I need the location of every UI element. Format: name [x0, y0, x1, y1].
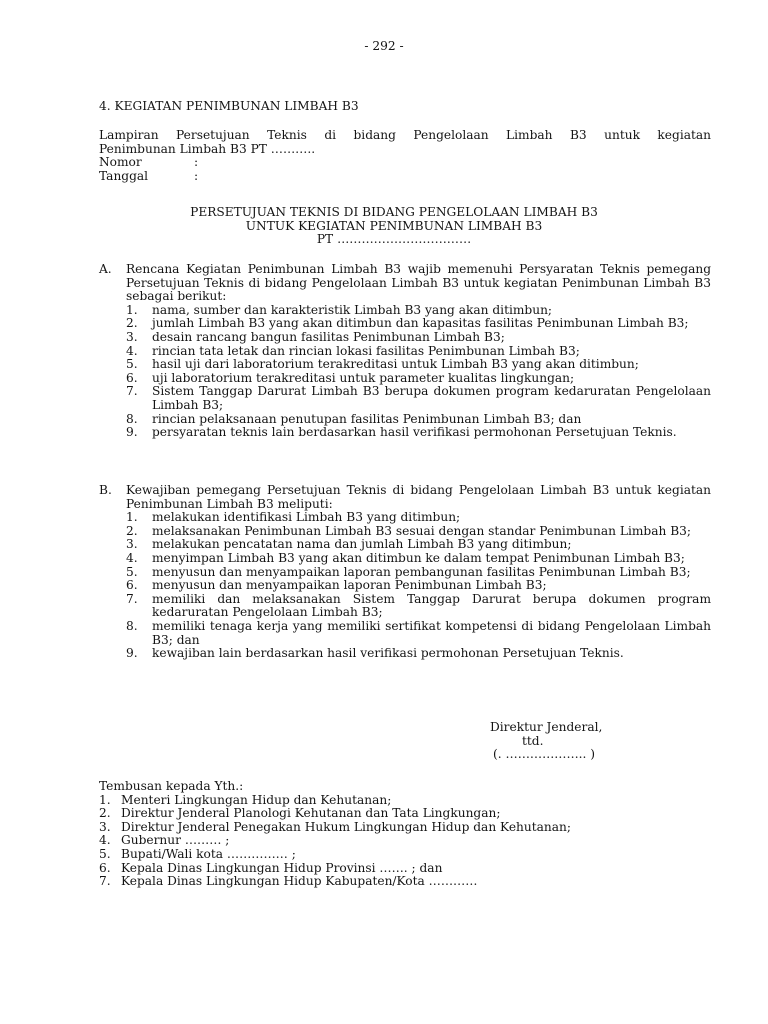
list-item-number: 7. [126, 384, 138, 399]
section-a-letter: A. [99, 262, 112, 276]
list-item-number: 3. [99, 819, 111, 834]
nomor-row [99, 156, 711, 170]
list-item-text: Gubernur ……… ; [121, 833, 230, 848]
section-b-text: Kewajiban pemegang Persetujuan Teknis di bidang Pengelolaan Limbah B3 untuk kegiatan Penimbunan Limbah B3 meliputi: [126, 483, 711, 511]
signature-block [490, 721, 620, 762]
list-item-text: nama, sumber dan karakteristik Limbah B3 yang akan ditimbun; [152, 302, 553, 317]
list-item-text: memiliki tenaga kerja yang memiliki sertifikat kompetensi di bidang Pengelolaan Limbah B3; dan [152, 618, 711, 647]
list-item-number: 1. [126, 510, 138, 525]
list-item-text: kewajiban lain berdasarkan hasil verifikasi permohonan Persetujuan Teknis. [152, 646, 624, 661]
list-item-number: 6. [126, 370, 138, 385]
intro-line-1: Lampiran Persetujuan Teknis di bidang Pengelolaan Limbah B3 untuk kegiatan [99, 128, 711, 142]
list-item-text: persyaratan teknis lain berdasarkan hasil verifikasi permohonan Persetujuan Teknis. [152, 425, 677, 440]
intro-line-2: Penimbunan Limbah B3 PT ……….. [99, 141, 316, 156]
list-item [126, 579, 711, 593]
list-item-number: 7. [99, 874, 111, 889]
list-item [126, 426, 711, 440]
list-item [126, 358, 711, 372]
tanggal-label: Tanggal [99, 168, 149, 183]
list-item-number: 9. [126, 425, 138, 440]
list-item-text: melakukan pencatatan nama dan jumlah Limbah B3 yang ditimbun; [152, 537, 572, 552]
list-item [99, 848, 711, 862]
list-item [126, 372, 711, 386]
list-item [126, 552, 711, 566]
intro-block [99, 129, 711, 183]
tembusan-list [99, 794, 711, 889]
list-item-number: 4. [126, 343, 138, 358]
list-item-number: 8. [126, 618, 138, 633]
title-line-2: UNTUK KEGIATAN PENIMBUNAN LIMBAH B3 [245, 218, 543, 233]
tembusan-block [99, 780, 711, 889]
list-item-text: memiliki dan melaksanakan Sistem Tanggap Darurat berupa dokumen program kedaruratan Pengelolaan Limbah B3; [152, 591, 711, 620]
list-item [126, 538, 711, 552]
section-a [99, 263, 711, 440]
list-item [126, 511, 711, 525]
list-item [126, 345, 711, 359]
section-a-intro [99, 263, 711, 304]
tanggal-row [99, 170, 711, 184]
list-item-text: jumlah Limbah B3 yang akan ditimbun dan kapasitas fasilitas Penimbunan Limbah B3; [152, 316, 689, 331]
list-item-text: rincian tata letak dan rincian lokasi fasilitas Penimbunan Limbah B3; [152, 343, 580, 358]
list-item-number: 5. [99, 846, 111, 861]
list-item-number: 8. [126, 411, 138, 426]
list-item-text: rincian pelaksanaan penutupan fasilitas Penimbunan Limbah B3; dan [152, 411, 582, 426]
nomor-label: Nomor [99, 155, 142, 170]
document-title [99, 206, 689, 247]
list-item [126, 385, 711, 412]
list-item-number: 5. [126, 564, 138, 579]
list-item-number: 3. [126, 329, 138, 344]
page-number: - 292 - [364, 39, 404, 53]
list-item-text: melaksanakan Penimbunan Limbah B3 sesuai dengan standar Penimbunan Limbah B3; [152, 523, 692, 538]
list-item [99, 875, 711, 889]
list-item [99, 794, 711, 808]
list-item-number: 4. [99, 833, 111, 848]
list-item [126, 620, 711, 647]
list-item-text: hasil uji dari laboratorium terakreditasi untuk Limbah B3 yang akan ditimbun; [152, 357, 639, 372]
list-item-number: 1. [99, 792, 111, 807]
list-item [126, 331, 711, 345]
list-item-text: melakukan identifikasi Limbah B3 yang ditimbun; [152, 510, 461, 525]
list-item-text: Bupati/Wali kota …………… ; [121, 846, 296, 861]
signature-name: (. ……………….. ) [493, 747, 596, 762]
list-item-number: 3. [126, 537, 138, 552]
list-item-number: 2. [126, 316, 138, 331]
list-item-text: Direktur Jenderal Planologi Kehutanan dan Tata Lingkungan; [121, 806, 501, 821]
list-item-number: 2. [126, 523, 138, 538]
list-item [126, 647, 711, 661]
list-item [126, 304, 711, 318]
list-item [99, 834, 711, 848]
list-item [99, 821, 711, 835]
list-item-text: uji laboratorium terakreditasi untuk parameter kualitas lingkungan; [152, 370, 575, 385]
list-item-number: 1. [126, 302, 138, 317]
tembusan-heading: Tembusan kepada Yth.: [99, 779, 244, 793]
section-b-letter: B. [99, 483, 112, 497]
section-b-intro [99, 484, 711, 511]
list-item [126, 413, 711, 427]
signature-title: Direktur Jenderal, [490, 720, 603, 734]
list-item-text: Sistem Tanggap Darurat Limbah B3 berupa dokumen program kedaruratan Pengelolaan Limbah B3; [152, 384, 711, 412]
tanggal-value: : [194, 168, 199, 183]
list-item-text: Direktur Jenderal Penegakan Hukum Lingkungan Hidup dan Kehutanan; [121, 819, 571, 834]
section-a-text: Rencana Kegiatan Penimbunan Limbah B3 wajib memenuhi Persyaratan Teknis pemegang Persetujuan Teknis di bidang Pengelolaan Limbah B3 untuk kegiatan Penimbunan Limbah B3 sebagai berikut: [126, 262, 711, 304]
nomor-value: : [194, 155, 199, 170]
list-item [126, 566, 711, 580]
list-item [99, 807, 711, 821]
list-item [126, 593, 711, 620]
section-b-list [99, 511, 711, 661]
section-heading: 4. KEGIATAN PENIMBUNAN LIMBAH B3 [99, 99, 359, 113]
list-item-text: Kepala Dinas Lingkungan Hidup Kabupaten/Kota ………… [121, 874, 478, 889]
list-item-number: 2. [99, 806, 111, 821]
list-item-text: menyusun dan menyampaikan laporan Penimbunan Limbah B3; [152, 578, 547, 593]
list-item-number: 6. [126, 578, 138, 593]
list-item-text: menyimpan Limbah B3 yang akan ditimbun ke dalam tempat Penimbunan Limbah B3; [152, 550, 685, 565]
list-item-number: 7. [126, 591, 138, 606]
list-item-number: 9. [126, 646, 138, 661]
list-item [99, 862, 711, 876]
title-line-3: PT …………………………… [316, 232, 472, 247]
title-line-1: PERSETUJUAN TEKNIS DI BIDANG PENGELOLAAN LIMBAH B3 [190, 205, 598, 219]
list-item-text: desain rancang bangun fasilitas Penimbunan Limbah B3; [152, 329, 505, 344]
list-item-text: menyusun dan menyampaikan laporan pembangunan fasilitas Penimbunan Limbah B3; [152, 564, 691, 579]
list-item-text: Menteri Lingkungan Hidup dan Kehutanan; [121, 792, 392, 807]
list-item-number: 6. [99, 860, 111, 875]
list-item-number: 4. [126, 550, 138, 565]
list-item [126, 525, 711, 539]
list-item [126, 317, 711, 331]
list-item-text: Kepala Dinas Lingkungan Hidup Provinsi ……. ; dan [121, 860, 443, 875]
list-item-number: 5. [126, 357, 138, 372]
section-a-list [99, 304, 711, 440]
section-b [99, 484, 711, 661]
signature-ttd: ttd. [522, 733, 544, 748]
